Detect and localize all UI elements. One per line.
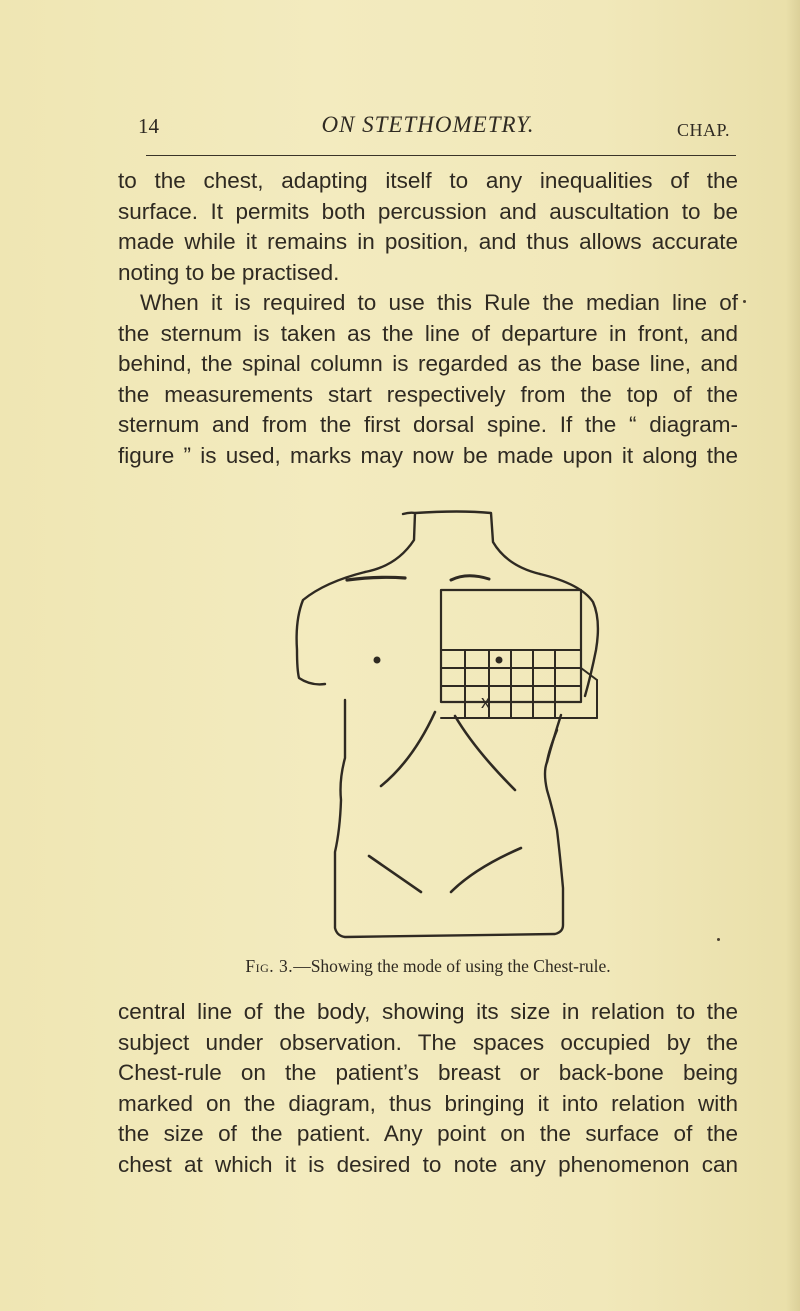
text-line: chest at which it is desired to note any phenomenon can bbox=[118, 1151, 738, 1177]
left-shoulder-outline bbox=[297, 572, 365, 684]
paragraph-3 bbox=[118, 997, 738, 1180]
right-iliac-line bbox=[451, 848, 521, 892]
text-line: marked on the diagram, thus bringing it into relation with bbox=[118, 1090, 738, 1116]
text-line: the size of the patient. Any point on the surface of the bbox=[118, 1121, 738, 1146]
running-title: ON STETHOMETRY. bbox=[321, 112, 535, 137]
neck-outline-left bbox=[365, 513, 415, 572]
neck-outline-right bbox=[415, 512, 540, 575]
right-shoulder-outline bbox=[540, 574, 598, 696]
text-line: subject under observation. The spaces occupied by the bbox=[118, 1029, 738, 1055]
right-clavicle-mark bbox=[451, 576, 489, 580]
paper-speck bbox=[743, 300, 746, 303]
text-line: the sternum is taken as the line of departure in front, and bbox=[118, 320, 738, 346]
figure-caption-text: —Showing the mode of using the Chest-rule. bbox=[293, 956, 611, 976]
chest-rule-grid bbox=[441, 650, 597, 718]
left-costal-margin bbox=[381, 712, 435, 786]
header-rule bbox=[146, 155, 736, 156]
left-torso-outline bbox=[335, 700, 563, 937]
text-line: to the chest, adapting itself to any inequalities of the bbox=[118, 168, 738, 193]
text-line: noting to be practised. bbox=[118, 259, 340, 285]
page-edge-shadow bbox=[786, 0, 800, 1311]
figure-label: Fig. 3. bbox=[245, 956, 294, 976]
text-line: the measurements start respectively from the top of the bbox=[118, 381, 738, 407]
left-clavicle-mark bbox=[347, 577, 405, 580]
text-line: sternum and from the first dorsal spine. If the “ diagram- bbox=[118, 412, 738, 437]
page-header bbox=[118, 106, 738, 142]
text-line: figure ” is used, marks may now be made upon it along the bbox=[118, 442, 738, 468]
chapter-label: CHAP. bbox=[676, 120, 730, 140]
text-line: When it is required to use this Rule the median line of bbox=[140, 290, 738, 315]
right-costal-margin bbox=[455, 716, 515, 790]
left-nipple-dot bbox=[374, 657, 381, 664]
paper-speck bbox=[717, 938, 720, 941]
chest-diagram-figure bbox=[285, 500, 615, 945]
text-line: central line of the body, showing its size in relation to the bbox=[118, 999, 738, 1024]
chest-diagram bbox=[285, 500, 615, 945]
paragraph-1 bbox=[118, 166, 738, 288]
left-iliac-line bbox=[369, 856, 421, 892]
grid-cross-mark: x bbox=[481, 692, 490, 712]
text-line: Chest-rule on the patient’s breast or back-bone being bbox=[118, 1060, 738, 1085]
text-line: behind, the spinal column is regarded as the base line, and bbox=[118, 351, 738, 376]
text-line: surface. It permits both percussion and auscultation to be bbox=[118, 198, 738, 224]
right-rib-edge bbox=[547, 730, 557, 762]
paragraph-2 bbox=[118, 288, 738, 471]
right-nipple-dot bbox=[496, 657, 503, 664]
figure-caption bbox=[118, 956, 738, 977]
text-line: made while it remains in position, and thus allows accurate bbox=[118, 229, 738, 254]
page-number: 14 bbox=[138, 114, 159, 138]
